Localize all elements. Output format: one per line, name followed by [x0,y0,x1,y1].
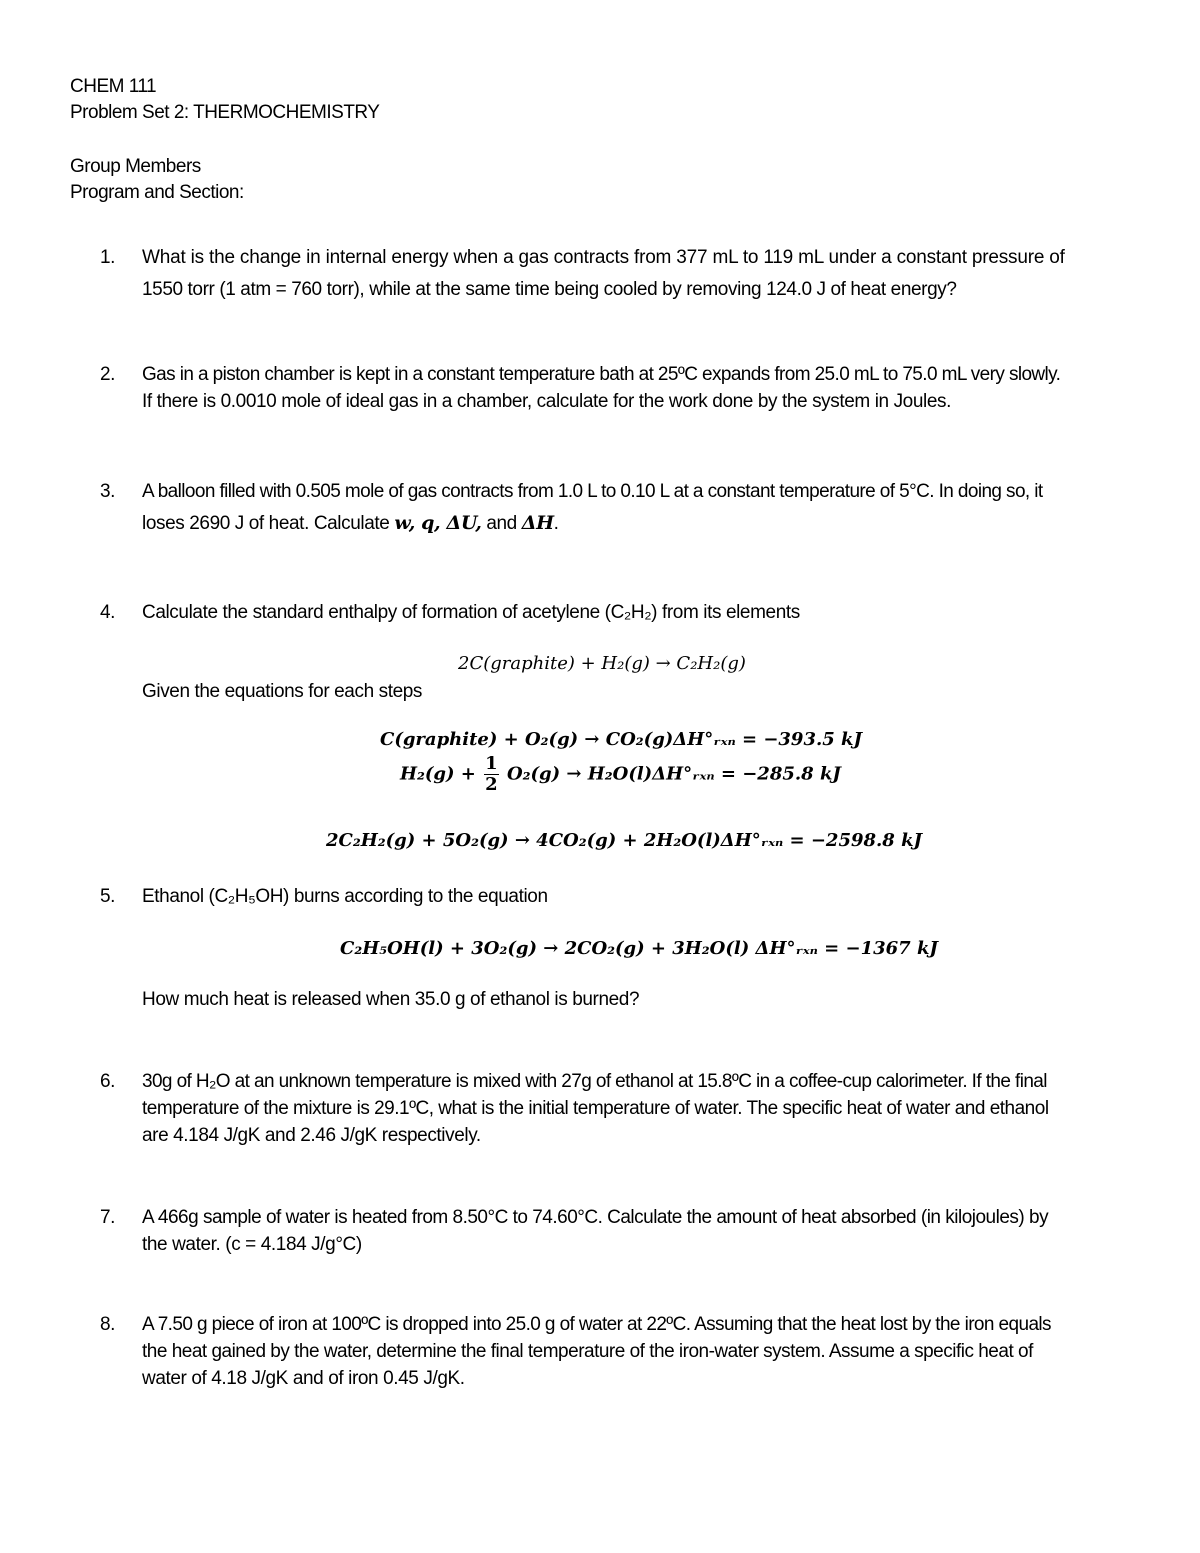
problem-number: 8. [100,1314,116,1335]
problem-line: temperature of the mixture is 29.1ºC, what is the initial temperature of water. The specific heat of water and ethanol [142,1098,1049,1119]
problem-text [142,361,1132,415]
problem-line: water of 4.18 J/gK and of iron 0.45 J/gK. [142,1368,465,1389]
problem-number: 6. [100,1071,116,1092]
problem-line: the water. (c = 4.184 J/g°C) [142,1234,362,1255]
equation-1: C(graphite) + O₂(g) → CO₂(g)ΔH°ᵣₓₙ = −393.5 kJ [380,729,863,750]
problem-text [142,1068,1132,1149]
ethanol-combustion-equation: C₂H₅OH(l) + 3O₂(g) → 2CO₂(g) + 3H₂O(l) ΔH°ᵣₓₙ = −1367 kJ [340,938,938,959]
numerator: 1 [485,753,498,774]
target-equation: 2C(graphite) + H₂(g) → C₂H₂(g) [458,653,746,674]
problem-line: A 466g sample of water is heated from 8.50°C to 74.60°C. Calculate the amount of heat absorbed (in kilojoules) by [142,1207,1049,1228]
problem-set-title: Problem Set 2: THERMOCHEMISTRY [70,102,380,123]
period: . [553,513,559,534]
problem-text [142,883,1132,910]
problem-line: Calculate the standard enthalpy of formation of acetylene (C₂H₂) from its elements [142,602,800,623]
problem-number: 4. [100,602,116,623]
problem-text [142,599,1132,626]
group-members-label: Group Members [70,156,201,177]
variable-dh: ΔH [521,512,554,534]
problem-number: 2. [100,364,116,385]
problem-text [142,478,1132,537]
given-label: Given the equations for each steps [142,681,423,702]
problem-line: the heat gained by the water, determine the final temperature of the iron-water system. Assume a specific heat of [142,1341,1033,1362]
denominator: 2 [485,774,498,795]
problem-line: Ethanol (C₂H₅OH) burns according to the equation [142,886,548,907]
problem-number: 7. [100,1207,116,1228]
problem-line: If there is 0.0010 mole of ideal gas in a chamber, calculate for the work done by the system in Joules. [142,391,951,412]
problem-line: A 7.50 g piece of iron at 100ºC is dropped into 25.0 g of water at 22ºC. Assuming that the heat lost by the iron equals [142,1314,1051,1335]
program-section-label: Program and Section: [70,182,244,203]
problem-5-question: How much heat is released when 35.0 g of ethanol is burned? [142,989,640,1010]
equation-2 [400,754,841,795]
problem-text [142,1204,1132,1258]
course-code: CHEM 111 [70,76,157,97]
problem-line: What is the change in internal energy when a gas contracts from 377 mL to 119 mL under a constant pressure of [142,247,1065,268]
equation-3: 2C₂H₂(g) + 5O₂(g) → 4CO₂(g) + 2H₂O(l)ΔH°ᵣₓₙ = −2598.8 kJ [326,830,923,851]
problem-text [142,1311,1132,1392]
problem-line: loses 2690 J of heat. Calculate [142,513,390,534]
equation-2-rhs: O₂(g) → H₂O(l)ΔH°ᵣₓₙ = −285.8 kJ [506,763,841,785]
problem-line: 30g of H₂O at an unknown temperature is mixed with 27g of ethanol at 15.8ºC in a coffee-cup calorimeter. If the final [142,1071,1047,1092]
variables-w-q-du: w, q, ΔU, [394,512,482,534]
problem-number: 5. [100,886,116,907]
problem-text [142,244,1132,303]
problem-line: A balloon filled with 0.505 mole of gas contracts from 1.0 L to 0.10 L at a constant temperature of 5°C. In doing so, it [142,481,1043,502]
problem-number: 3. [100,481,116,502]
problem-line: are 4.184 J/gK and 2.46 J/gK respectively. [142,1125,481,1146]
equation-2-lhs: H₂(g) + [400,763,476,785]
conjunction: and [481,513,522,534]
problem-number: 1. [100,247,116,268]
problem-line: Gas in a piston chamber is kept in a constant temperature bath at 25ºC expands from 25.0 mL to 75.0 mL very slowly. [142,364,1061,385]
fraction-one-half [484,754,499,795]
problem-line: 1550 torr (1 atm = 760 torr), while at the same time being cooled by removing 124.0 J of heat energy? [142,279,957,300]
